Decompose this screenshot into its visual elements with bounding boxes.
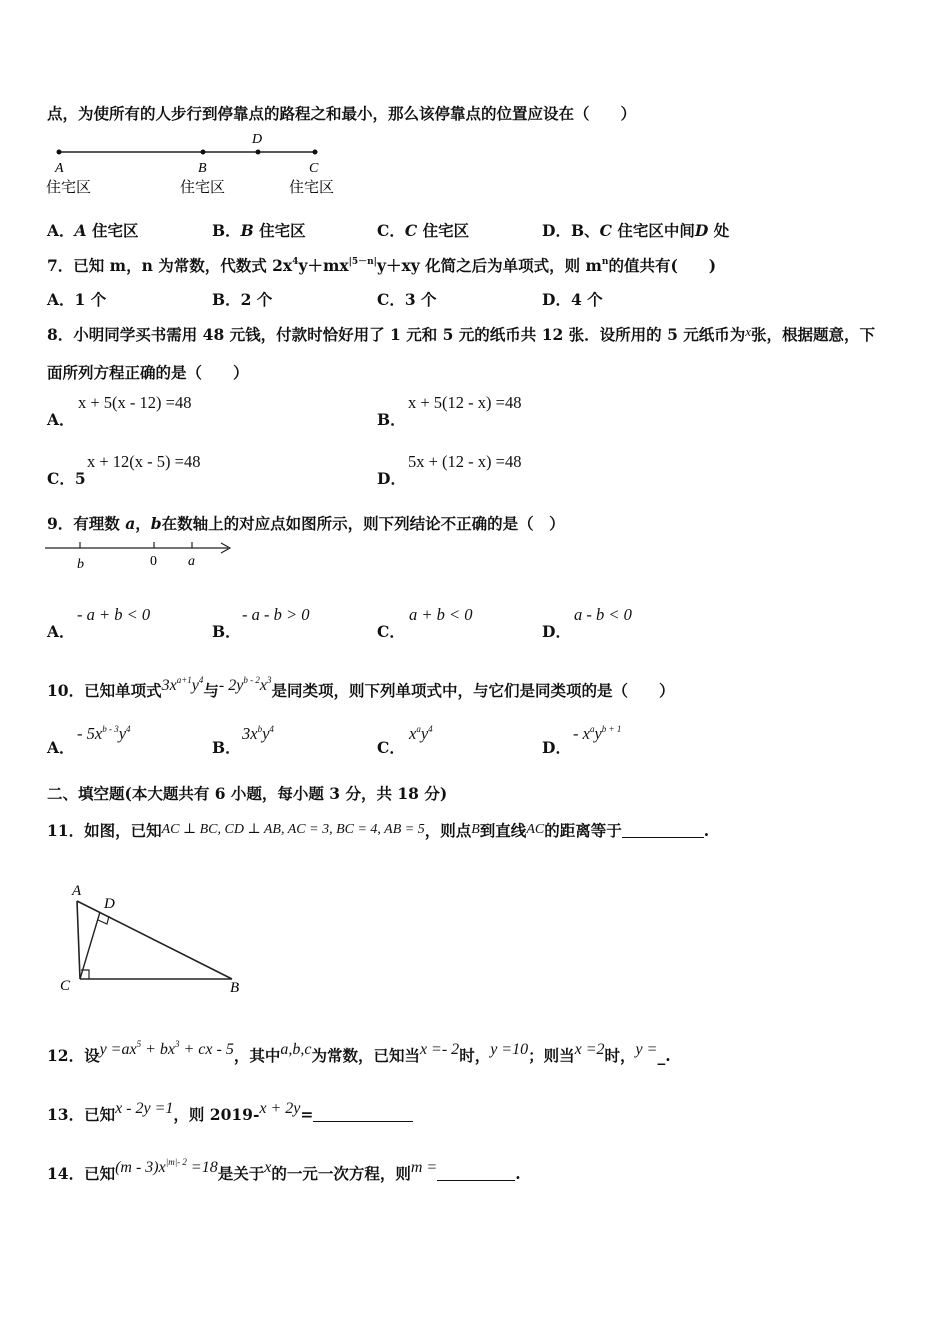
q7-option-d: D．4 个 (542, 290, 603, 309)
q11-right-angle-d (98, 916, 109, 924)
q14-answer-blank[interactable] (437, 1166, 515, 1181)
q11-label-d: D (104, 896, 115, 912)
q8-option-b-expr: x + 5(12 - x) =48 (408, 393, 522, 412)
q12-answer-blank[interactable]: _. (657, 1046, 671, 1065)
q7-option-c: C．3 个 (377, 290, 437, 309)
q6-option-d: D．B、C 住宅区中间D 处 (542, 221, 730, 240)
q14-stem: 14．已知$(m - 3)x^{|m|- 2} =18$是关于x的一元一次方程，则m = . (47, 1157, 521, 1183)
q7-option-a: A．1 个 (47, 290, 107, 309)
q6-label-a: A (55, 161, 64, 176)
q6-zone-b: 住宅区 (180, 178, 226, 196)
q8-option-b-key: B． (377, 410, 406, 429)
q11-answer-blank[interactable] (622, 823, 704, 838)
q9-option-c-expr: a + b < 0 (409, 605, 473, 624)
q8-option-c-expr: x + 12(x - 5) =48 (87, 452, 201, 471)
q11-side-ac (77, 901, 80, 979)
q9-option-c-key: C． (377, 622, 405, 641)
q6-point-d (256, 150, 261, 155)
q6-zone-a: 住宅区 (46, 178, 92, 196)
q10-option-b-key: B． (212, 738, 241, 757)
q9-option-d-key: D． (542, 622, 571, 641)
q6-point-a (57, 150, 62, 155)
q9-stem: 9．有理数 a，b在数轴上的对应点如图所示，则下列结论不正确的是（ ） (47, 514, 565, 533)
q10-option-a-key: A． (47, 738, 75, 757)
q6-zone-c: 住宅区 (289, 178, 335, 196)
q8-option-d-key: D． (377, 469, 406, 488)
q9-label-a: a (188, 554, 195, 569)
q10-option-d-key: D． (542, 738, 571, 757)
q10-option-d-expr: - $x^ay^{b + 1}$ (573, 724, 622, 743)
q6-label-b: B (198, 161, 207, 176)
q6-point-c (313, 150, 318, 155)
q10-option-b-expr: $3x^by^4$ (242, 724, 274, 743)
q11-altitude-cd (80, 912, 100, 979)
q9-label-b: b (77, 557, 84, 572)
q10-option-c-expr: $x^ay^4$ (409, 724, 433, 743)
q9-label-0: 0 (150, 554, 157, 569)
q6-point-b (201, 150, 206, 155)
q9-option-b-expr: - a - b > 0 (242, 605, 310, 624)
q9-option-a-expr: - a + b < 0 (77, 605, 151, 624)
q6-label-d: D (252, 132, 263, 147)
q6-label-c: C (309, 161, 319, 176)
q9-number-line (42, 538, 242, 574)
q10-stem: 10．已知单项式$3x^{a+1}y^4$与- $2y^{b - 2}x^3$是同类项，则下列单项式中，与它们是同类项的是（ ） (47, 675, 675, 700)
q6-option-c: C．C 住宅区 (377, 221, 470, 240)
q8-option-c-key: C．5 (47, 469, 86, 488)
q6-option-b: B．B 住宅区 (212, 221, 306, 240)
q8-stem-line2: 面所列方程正确的是（ ） (47, 363, 249, 382)
section-2-title: 二、填空题(本大题共有 6 小题，每小题 3 分，共 18 分) (47, 784, 448, 803)
q11-label-c: C (60, 978, 71, 994)
q13-answer-blank[interactable] (313, 1107, 413, 1122)
q9-option-d-expr: a - b < 0 (574, 605, 632, 624)
q8-option-a-expr: x + 5(x - 12) =48 (78, 393, 192, 412)
q8-stem-line1: 8．小明同学买书需用 48 元钱，付款时恰好用了 1 元和 5 元的纸币共 12 张．设所用的 5 元纸币为$^x$张，根据题意，下 (47, 324, 876, 344)
q9-option-b-key: B． (212, 622, 241, 641)
q10-option-c-key: C． (377, 738, 405, 757)
q11-label-a: A (72, 883, 82, 899)
q11-triangle-figure (52, 876, 252, 998)
q10-option-a-expr: - $5x^{b - 3}y^4$ (77, 724, 131, 743)
q6-figure (44, 128, 354, 200)
q11-stem: 11．如图，已知AC ⊥ BC, CD ⊥ AB, AC = 3, BC = 4, AB = 5，则点B到直线AC的距离等于 . (47, 821, 710, 840)
q8-option-a-key: A． (47, 410, 75, 429)
q13-stem: 13．已知x - 2y =1，则 2019-x + 2y= (47, 1100, 413, 1125)
q9-option-a-key: A． (47, 622, 75, 641)
q11-label-b: B (230, 980, 240, 996)
q12-stem: 12．设$y =ax^5 + bx^3$ + cx - 5，其中a,b,c为常数，已知当x =- 2时，y =10；则当x =2时，y =_. (47, 1039, 671, 1065)
q6-option-a: A．A 住宅区 (47, 221, 139, 240)
q7-option-b: B．2 个 (212, 290, 273, 309)
q6-stem: 点，为使所有的人步行到停靠点的路程之和最小，那么该停靠点的位置应设在（ ） (47, 104, 637, 123)
q7-stem: 7．已知 m，n 为常数，代数式 $2x^4y+mx^{|5-n|}y+xy$ 化简之后为单项式，则 $m^n$的值共有( ) (47, 256, 717, 275)
q8-option-d-expr: 5x + (12 - x) =48 (408, 452, 522, 471)
